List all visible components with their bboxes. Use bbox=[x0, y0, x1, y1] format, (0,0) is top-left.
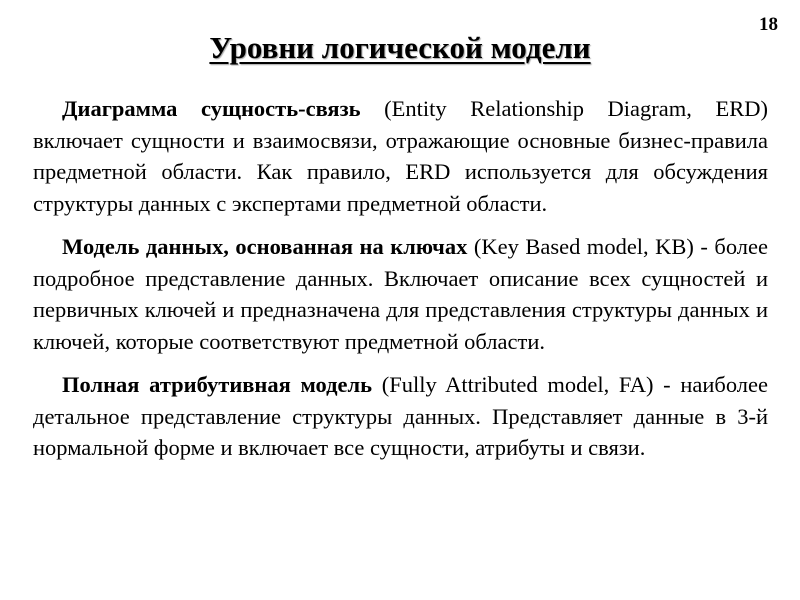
term-erd: Диаграмма сущность-связь bbox=[62, 96, 361, 121]
text-kb: (Key Based model, KB) - более подробное представление данных. Включает описание всех сущностей и первичных ключей и предназначена для представления структуры данных и ключей, которые соответствуют предметной области. bbox=[33, 234, 768, 354]
slide-title: Уровни логической модели bbox=[209, 30, 591, 65]
paragraph-kb bbox=[33, 231, 768, 357]
paragraph-fa bbox=[33, 369, 768, 464]
text-erd: (Entity Relationship Diagram, ERD) включает сущности и взаимосвязи, отражающие основные бизнес-правила предметной области. Как правило, ERD используется для обсуждения структуры данных с экспертами предметной области. bbox=[33, 96, 768, 216]
paragraph-erd bbox=[33, 93, 768, 219]
term-fa: Полная атрибутивная модель bbox=[62, 372, 373, 397]
text-fa: (Fully Attributed model, FA) - наиболее детальное представление структуры данных. Представляет данные в 3-й нормальной форме и включает все сущности, атрибуты и связи. bbox=[33, 372, 768, 460]
term-kb: Модель данных, основанная на ключах bbox=[62, 234, 468, 259]
page-number: 18 bbox=[759, 14, 778, 35]
slide-content bbox=[33, 93, 768, 476]
